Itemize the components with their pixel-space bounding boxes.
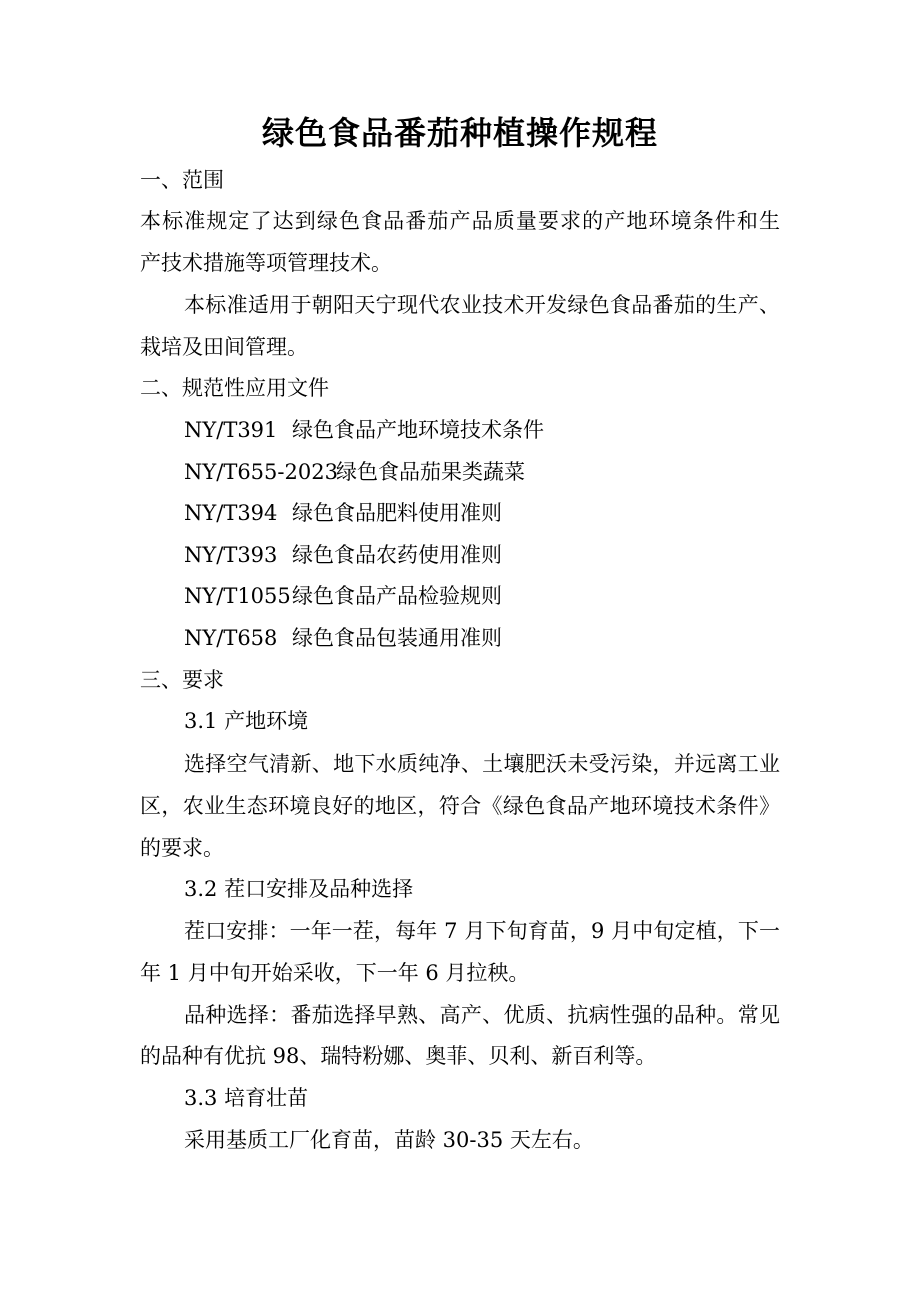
reference-item xyxy=(184,582,502,610)
reference-name: 绿色食品包装通用准则 xyxy=(292,626,502,650)
paragraph-line: 产技术措施等项管理技术。 xyxy=(140,251,392,275)
subsection-heading: 3.3 培育壮苗 xyxy=(184,1086,309,1110)
reference-item xyxy=(184,416,544,444)
paragraph-line: 本标准规定了达到绿色食品番茄产品质量要求的产地环境条件和生 xyxy=(140,209,780,233)
reference-item xyxy=(184,541,502,569)
reference-name: 绿色食品产地环境技术条件 xyxy=(292,418,544,442)
reference-code: NY/T391 xyxy=(184,418,278,442)
subsection-heading: 3.2 茬口安排及品种选择 xyxy=(184,877,414,901)
reference-name: 绿色食品肥料使用准则 xyxy=(292,501,502,525)
reference-code: NY/T655-2023 xyxy=(184,460,338,484)
section-heading-references: 二、规范性应用文件 xyxy=(140,376,329,400)
paragraph-line: 茬口安排：一年一茬，每年 7 月下旬育苗，9 月中旬定植，下一 xyxy=(184,919,780,943)
paragraph-line: 的要求。 xyxy=(140,836,224,860)
paragraph-line: 的品种有优抗 98、瑞特粉娜、奥菲、贝利、新百利等。 xyxy=(140,1044,657,1068)
document-title: 绿色食品番茄种植操作规程 xyxy=(261,114,658,152)
reference-code: NY/T393 xyxy=(184,543,278,567)
reference-code: NY/T658 xyxy=(184,626,278,650)
reference-name: 绿色食品茄果类蔬菜 xyxy=(336,460,525,484)
section-heading-scope: 一、范围 xyxy=(140,168,224,192)
paragraph-line: 年 1 月中旬开始采收，下一年 6 月拉秧。 xyxy=(140,961,530,985)
paragraph-line: 选择空气清新、地下水质纯净、土壤肥沃未受污染，并远离工业 xyxy=(184,752,780,776)
subsection-heading: 3.1 产地环境 xyxy=(184,709,309,733)
paragraph-line: 区，农业生态环境良好的地区，符合《绿色食品产地环境技术条件》 xyxy=(140,794,780,818)
paragraph-line: 本标准适用于朝阳天宁现代农业技术开发绿色食品番茄的生产、 xyxy=(184,293,780,317)
reference-item xyxy=(184,458,525,486)
paragraph-line: 栽培及田间管理。 xyxy=(140,335,308,359)
reference-name: 绿色食品产品检验规则 xyxy=(292,584,502,608)
paragraph-line: 品种选择：番茄选择早熟、高产、优质、抗病性强的品种。常见 xyxy=(184,1003,780,1027)
reference-item xyxy=(184,624,502,652)
paragraph-line: 采用基质工厂化育苗，苗龄 30-35 天左右。 xyxy=(184,1128,594,1152)
reference-code: NY/T1055 xyxy=(184,584,291,608)
reference-item xyxy=(184,499,502,527)
reference-code: NY/T394 xyxy=(184,501,278,525)
reference-name: 绿色食品农药使用准则 xyxy=(292,543,502,567)
section-heading-requirements: 三、要求 xyxy=(140,668,224,692)
